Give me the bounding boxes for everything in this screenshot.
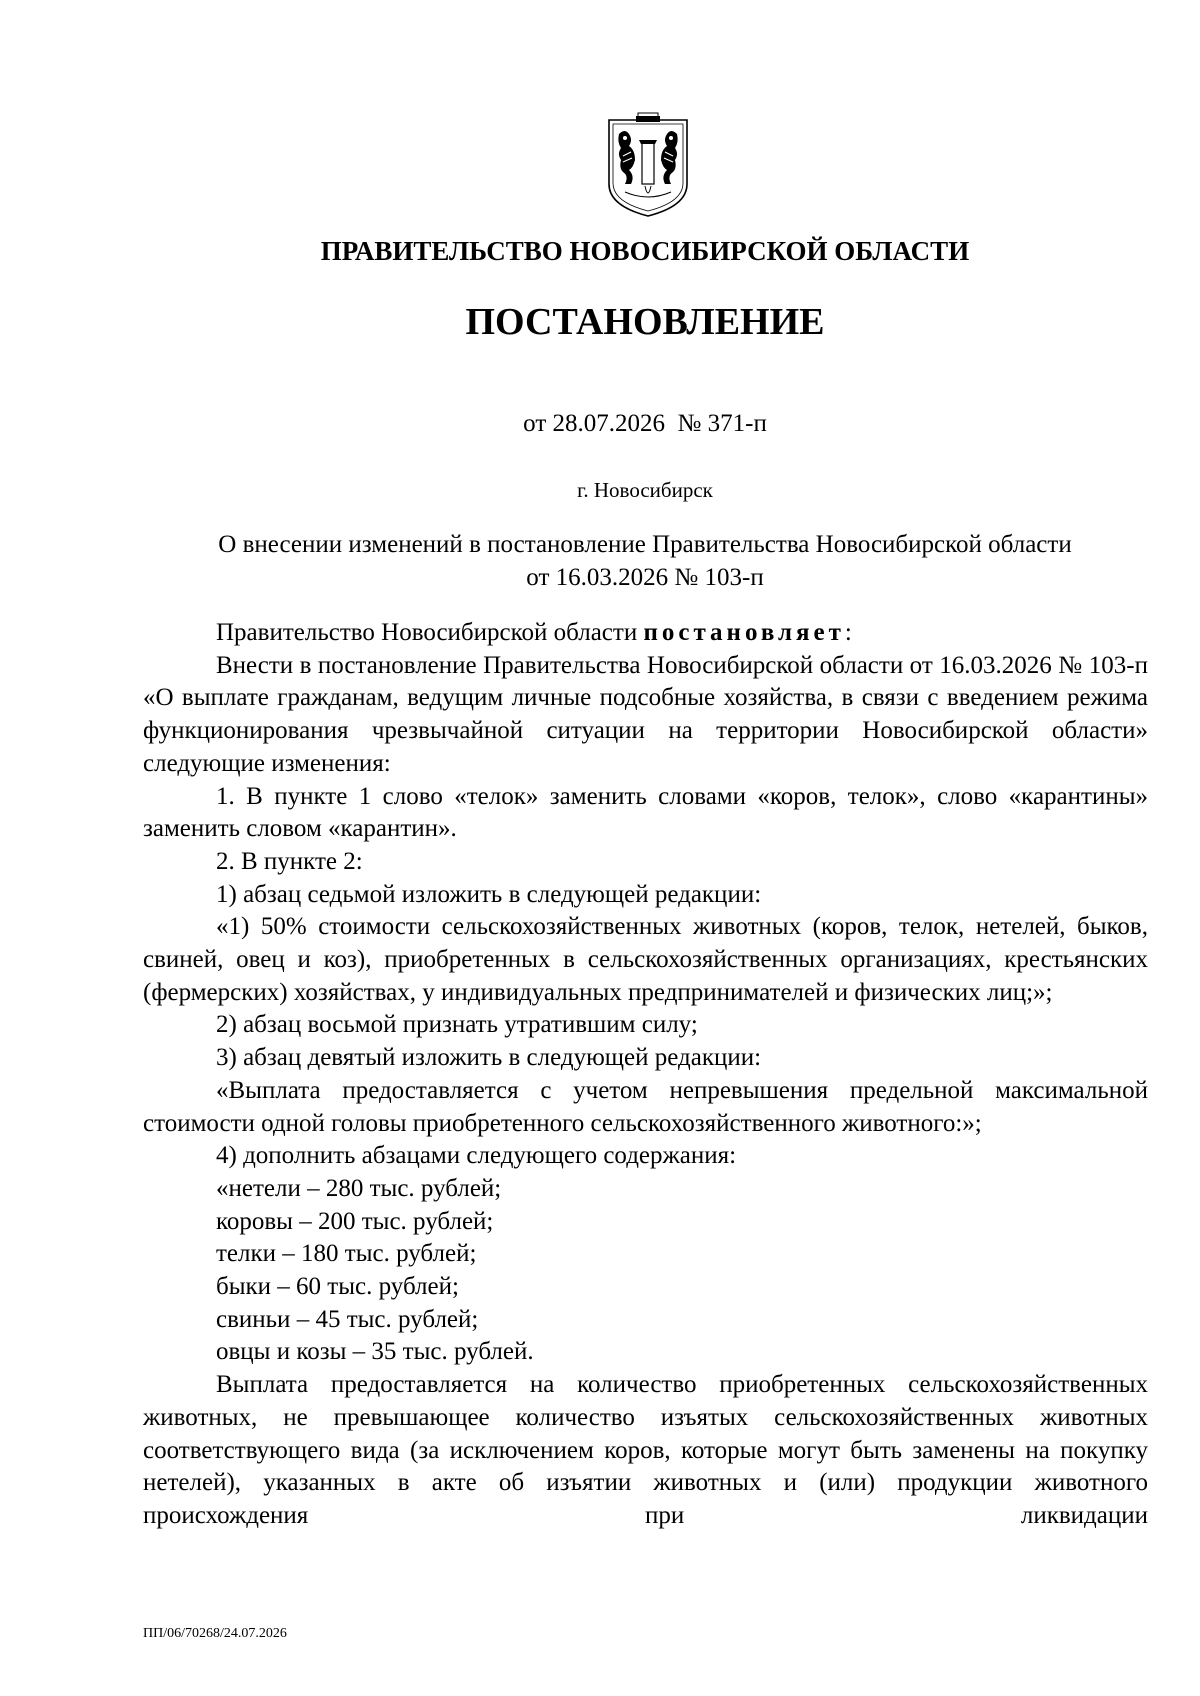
subject-line-1: О внесении изменений в постановление Правительства Новосибирской области — [218, 531, 1072, 558]
document-date-number: от 28.07.2026 № 371-п — [523, 410, 767, 437]
body-paragraph: Внести в постановление Правительства Новосибирской области от 16.03.2026 № 103-п «О выплате гражданам, ведущим личные подсобные хозяйства, в связи с введением режима функционирования чрезвычайной ситуации на территории Новосибирской области» следующие изменения: — [143, 651, 1148, 777]
intro-prefix: Правительство Новосибирской области — [216, 619, 644, 646]
body-paragraph: «Выплата предоставляется с учетом непревышения предельной максимальной стоимости одной головы приобретенного сельскохозяйственного животного:»; — [143, 1076, 1148, 1137]
document-type: ПОСТАНОВЛЕНИЕ — [465, 301, 825, 343]
government-name: ПРАВИТЕЛЬСТВО НОВОСИБИРСКОЙ ОБЛАСТИ — [320, 236, 970, 266]
price-list-item: быки – 60 тыс. рублей; — [216, 1273, 459, 1301]
price-list-item: телки – 180 тыс. рублей; — [216, 1240, 477, 1268]
body-paragraph: Выплата предоставляется на количество приобретенных сельскохозяйственных животных, не превышающее количество изъятых сельскохозяйственных животных соответствующего вида (за исключением коров, которые могут быть заменены на покупку нетелей), указанных в акте об изъятии животных и (или) продукции животного происхождения при ликвидации — [143, 1371, 1148, 1529]
footer-document-code: ПП/06/70268/24.07.2026 — [143, 1626, 287, 1641]
intro-suffix: : — [844, 619, 852, 646]
price-list-item: свиньи – 45 тыс. рублей; — [216, 1305, 479, 1333]
coat-of-arms-icon — [605, 112, 691, 220]
price-list-item: коровы – 200 тыс. рублей; — [216, 1207, 494, 1235]
body-paragraph: 2) абзац восьмой признать утратившим силу; — [216, 1011, 698, 1039]
document-subject — [140, 528, 1150, 594]
body-paragraph: «1) 50% стоимости сельскохозяйственных животных (коров, телок, нетелей, быков, свиней, овец и коз), приобретенных в сельскохозяйственных организациях, крестьянских (фермерских) хозяйствах, у индивидуальных предпринимателей и физических лиц;»; — [143, 913, 1148, 1006]
intro-decree-word: постановляет — [643, 619, 845, 646]
body-paragraph: 4) дополнить абзацами следующего содержания: — [216, 1142, 737, 1170]
subject-line-2: от 16.03.2026 № 103-п — [526, 564, 764, 591]
body-paragraph: 1) абзац седьмой изложить в следующей редакции: — [216, 880, 762, 908]
body-paragraph: 1. В пункте 1 слово «телок» заменить словами «коров, телок», слово «карантины» заменить словом «карантин». — [143, 782, 1148, 843]
intro-paragraph — [143, 617, 1148, 650]
body-paragraph: 2. В пункте 2: — [216, 847, 363, 875]
price-list-item: овцы и козы – 35 тыс. рублей. — [216, 1338, 534, 1366]
price-list-item: «нетели – 280 тыс. рублей; — [216, 1174, 502, 1202]
document-city: г. Новосибирск — [577, 478, 713, 502]
document-body — [143, 617, 1148, 1533]
body-paragraph: 3) абзац девятый изложить в следующей редакции: — [216, 1044, 762, 1072]
